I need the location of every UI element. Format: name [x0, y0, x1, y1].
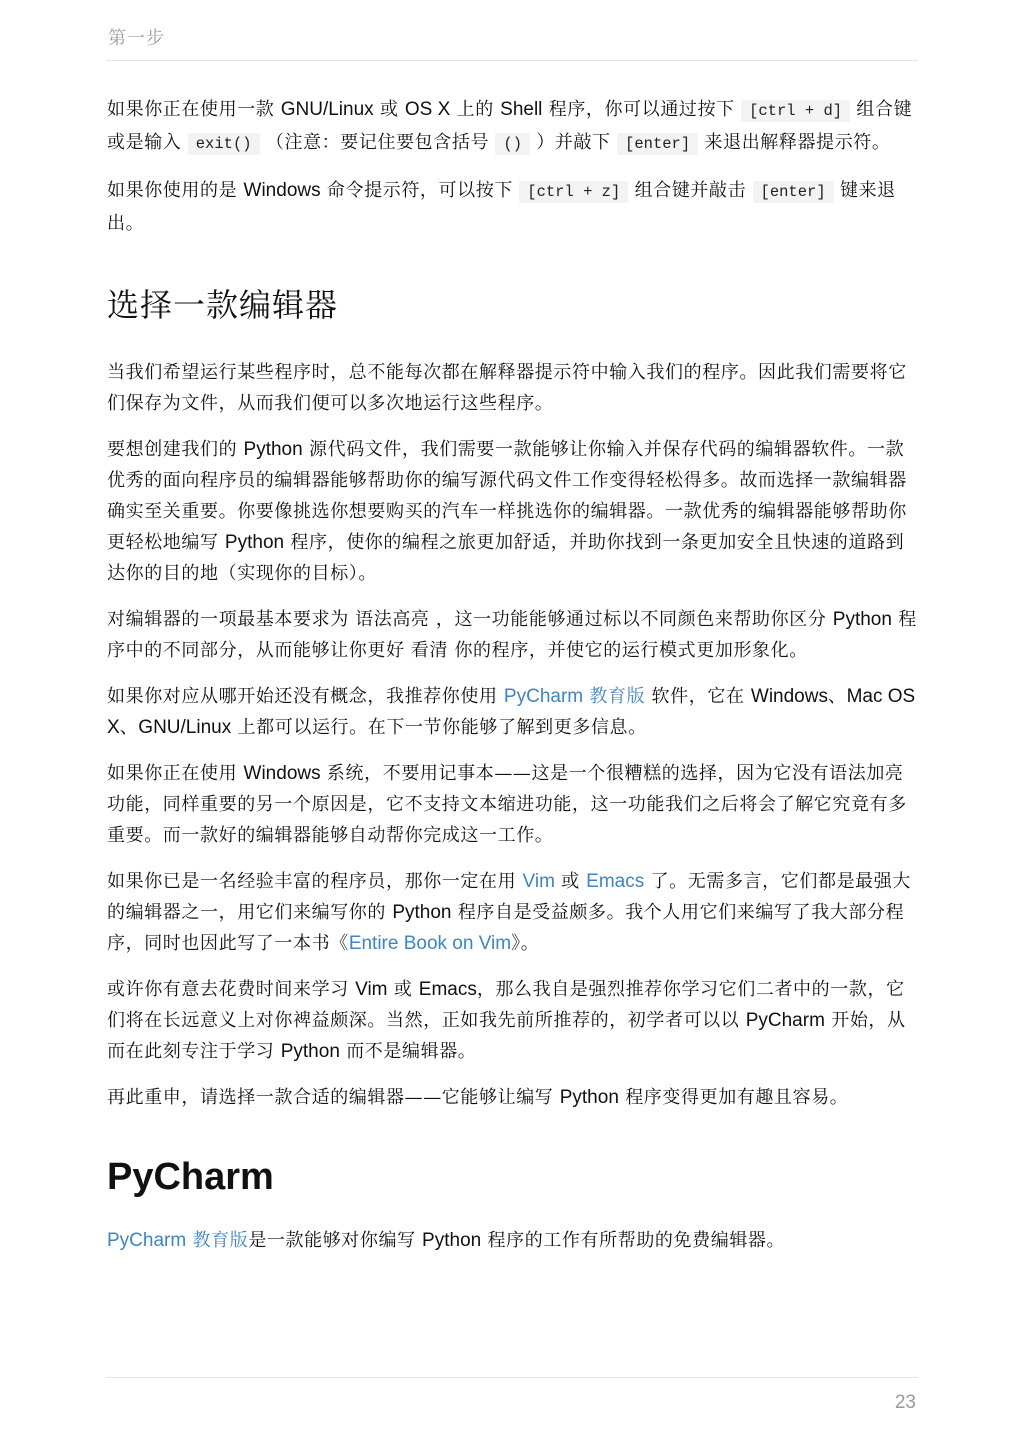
- editor-paragraph-7: 或许你有意去花费时间来学习 Vim 或 Emacs，那么我自是强烈推荐你学习它们二者中的一款，它们将在长远意义上对你裨益颇深。当然，正如我先前所推荐的，初学者可以以 PyCharm 开始，从而在此刻专注于学习 Python 而不是编辑器。: [107, 979, 906, 1062]
- editor-paragraph-6: 如果你已是一名经验丰富的程序员，那你一定在用 Vim 或 Emacs 了。无需多言，它们都是最强大的编辑器之一，用它们来编写你的 Python 程序自是受益颇多。我个人用它们来编写了我大部分程序，同时也因此写了一本书《Entire Book on Vim》。: [107, 871, 911, 954]
- page-number: 23: [894, 1392, 916, 1413]
- editor-paragraph-3: 对编辑器的一项最基本要求为 语法高亮 ，这一功能能够通过标以不同颜色来帮助你区分 Python 程序中的不同部分，从而能够让你更好 看清 你的程序，并使它的运行模式更加形象化。: [107, 609, 917, 661]
- page-content: [107, 94, 917, 1271]
- footer-rule: [106, 1377, 918, 1378]
- inline-code-ctrl-d: [ctrl + d]: [741, 100, 850, 122]
- header-rule: [106, 60, 918, 61]
- inline-code-parens: (): [495, 133, 530, 155]
- exit-paragraph-unix: 如果你正在使用一款 GNU/Linux 或 OS X 上的 Shell 程序，你可以通过按下 [ctrl + d] 组合键或是输入 exit() （注意：要记住要包含括号 () ）并敲下 [enter] 来退出解释器提示符。: [107, 99, 913, 153]
- vim-link[interactable]: Vim: [522, 871, 555, 892]
- pycharm-paragraph-1: PyCharm 教育版是一款能够对你编写 Python 程序的工作有所帮助的免费编辑器。: [107, 1230, 786, 1251]
- pycharm-edu-link-2[interactable]: PyCharm 教育版: [107, 1230, 249, 1251]
- inline-code-ctrl-z: [ctrl + z]: [519, 181, 628, 203]
- vim-book-link[interactable]: Entire Book on Vim: [348, 933, 512, 954]
- editor-paragraph-8: 再此重申，请选择一款合适的编辑器——它能够让编写 Python 程序变得更加有趣且容易。: [107, 1087, 849, 1108]
- pycharm-edu-link[interactable]: PyCharm 教育版: [503, 686, 646, 707]
- exit-paragraph-windows: 如果你使用的是 Windows 命令提示符，可以按下 [ctrl + z] 组合键并敲击 [enter] 键来退出。: [107, 180, 896, 234]
- editor-paragraph-1: 当我们希望运行某些程序时，总不能每次都在解释器提示符中输入我们的程序。因此我们需要将它们保存为文件，从而我们便可以多次地运行这些程序。: [107, 362, 907, 414]
- inline-code-exit: exit(): [188, 133, 260, 155]
- editor-paragraph-5: 如果你正在使用 Windows 系统，不要用记事本——这是一个很糟糕的选择，因为它没有语法加亮功能，同样重要的另一个原因是，它不支持文本缩进功能，这一功能我们之后将会了解它究竟有多重要。而一款好的编辑器能够自动帮你完成这一工作。: [107, 763, 907, 846]
- inline-code-enter: [enter]: [617, 133, 698, 155]
- section-heading-choose-editor: 选择一款编辑器: [107, 286, 339, 324]
- running-header: 第一步: [108, 28, 165, 49]
- editor-paragraph-4: 如果你对应从哪开始还没有概念，我推荐你使用 PyCharm 教育版 软件，它在 Windows、Mac OS X、GNU/Linux 上都可以运行。在下一节你能够了解到更多信息。: [107, 686, 916, 738]
- inline-code-enter-2: [enter]: [753, 181, 834, 203]
- emacs-link[interactable]: Emacs: [586, 871, 645, 892]
- section-heading-pycharm: PyCharm: [107, 1156, 274, 1198]
- editor-paragraph-2: 要想创建我们的 Python 源代码文件，我们需要一款能够让你输入并保存代码的编辑器软件。一款优秀的面向程序员的编辑器能够帮助你的编写源代码文件工作变得轻松得多。故而选择一款编辑器确实至关重要。你要像挑选你想要购买的汽车一样挑选你的编辑器。一款优秀的编辑器能够帮助你更轻松地编写 Python 程序，使你的编程之旅更加舒适，并助你找到一条更加安全且快速的道路到达你的目的地（实现你的目标）。: [107, 439, 907, 584]
